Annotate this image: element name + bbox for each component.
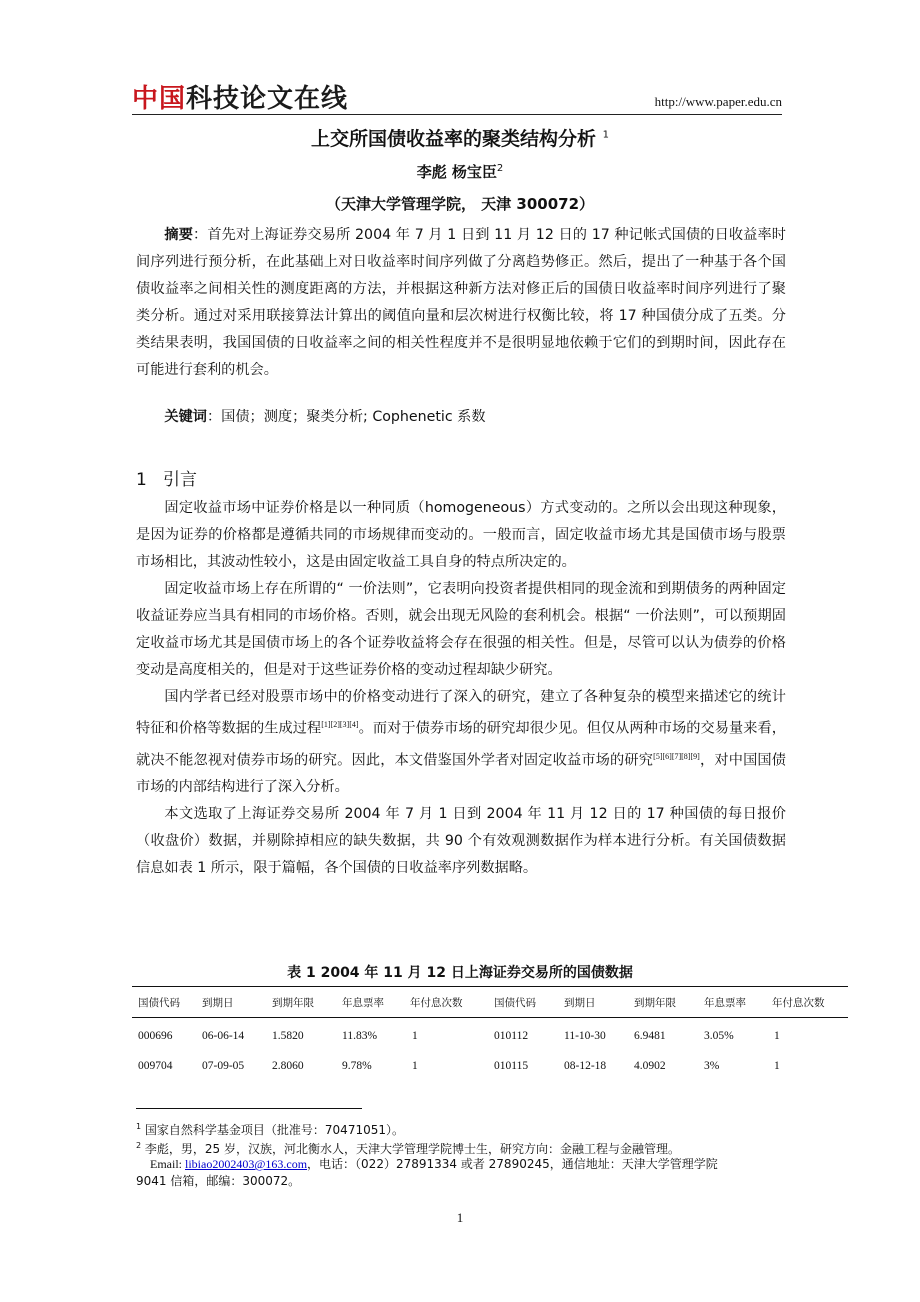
bond-table xyxy=(132,986,848,1082)
footnote-1-text: 国家自然科学基金项目（批准号：70471051）。 xyxy=(141,1123,404,1137)
cell: 4.0902 xyxy=(634,1060,666,1072)
footnote-2-text: 李彪，男，25 岁，汉族，河北衡水人，天津大学管理学院博士生，研究方向：金融工程与金融管理。 xyxy=(141,1142,680,1156)
th-code-2: 国债代码 xyxy=(494,997,536,1009)
section-number: 1 xyxy=(136,470,147,490)
abstract-label: 摘要 xyxy=(164,227,194,243)
th-years-2: 到期年限 xyxy=(634,997,676,1009)
cell: 06-06-14 xyxy=(202,1030,245,1042)
page-header xyxy=(132,78,782,115)
cell: 010115 xyxy=(494,1060,529,1072)
cell: 08-12-18 xyxy=(564,1060,607,1072)
paragraph-3-part-a: 国内学者已经对股票市场中的价格变动进行了深入的研究，建立了各种复杂的模型来描述它的统计特征和价格等数据的生成过程 xyxy=(136,689,786,737)
paragraph-3-part-c: ，对中国国债市场的内部结构进行了深入分析。 xyxy=(136,752,786,796)
abstract-text: ：首先对上海证券交易所 2004 年 7 月 1 日到 11 月 12 日的 17 种记帐式国债的日收益率时间序列进行预分析，在此基础上对日收益率时间序列做了分离趋势修正。然后，提出了一种基于各个国债收益率之间相关性的测度距离的方法，并根据这种新方法对修正后的国债日收益率时间序列进行了聚类分析。通过对采用联接算法计算出的阈值向量和层次树进行权衡比较，将 17 种国债分成了五类。分类结果表明，我国国债的日收益率之间的相关性程度并不是很明显地依赖于它们的到期时间，因此存在可能进行套利的机会。 xyxy=(136,227,786,378)
authors xyxy=(0,161,920,182)
footnote-divider xyxy=(136,1108,362,1109)
paper-title xyxy=(0,124,920,151)
cell: 07-09-05 xyxy=(202,1060,245,1072)
body-text xyxy=(136,495,786,882)
table-header-row xyxy=(132,987,848,1017)
paragraph-4: 本文选取了上海证券交易所 2004 年 7 月 1 日到 2004 年 11 月 12 日的 17 种国债的每日报价（收盘价）数据，并剔除掉相应的缺失数据，共 90 个有效观测数据作为样本进行分析。有关国债数据信息如表 1 所示，限于篇幅，各个国债的日收益率序列数据略。 xyxy=(136,806,786,877)
cell: 1 xyxy=(412,1060,418,1072)
cell: 1 xyxy=(412,1030,418,1042)
th-code-1: 国债代码 xyxy=(138,997,180,1009)
cell: 1 xyxy=(774,1030,780,1042)
header-url[interactable]: http://www.paper.edu.cn xyxy=(654,94,782,109)
author-footnote-mark: 2 xyxy=(496,163,504,174)
keywords xyxy=(136,404,786,431)
cell: 1 xyxy=(774,1060,780,1072)
journal-logo xyxy=(132,78,348,115)
page-number: 1 xyxy=(456,1210,464,1225)
cell: 11.83% xyxy=(342,1030,378,1042)
footnote-1 xyxy=(136,1118,786,1139)
footnote-2-contact xyxy=(136,1156,800,1173)
th-maturity-1: 到期日 xyxy=(202,997,234,1009)
cell: 3% xyxy=(704,1060,720,1072)
th-maturity-2: 到期日 xyxy=(564,997,596,1009)
affiliation: （天津大学管理学院， 天津 300072） xyxy=(325,195,595,213)
cell: 9.78% xyxy=(342,1060,372,1072)
paragraph-3 xyxy=(136,684,786,801)
citation-1-4: [1][2][3][4] xyxy=(321,720,359,729)
paragraph-2: 固定收益市场上存在所谓的“ 一价法则”，它表明向投资者提供相同的现金流和到期债务的两种固定收益证券应当具有相同的市场价格。否则，就会出现无风险的套利机会。根据“ 一价法则”，可以预期固定收益市场尤其是国债市场上的各个证券收益将会存在很强的相关性。但是，尽管可以认为债券的价格变动是高度相关的，但是对于这些证券价格的变动过程却缺少研究。 xyxy=(136,581,786,678)
table-caption: 表 1 2004 年 11 月 12 日上海证券交易所的国债数据 xyxy=(287,965,633,981)
footnote-1-mark: 1 xyxy=(136,1122,142,1131)
cell: 010112 xyxy=(494,1030,529,1042)
footnote-2-address: 9041 信箱，邮编：300072。 xyxy=(136,1174,301,1188)
paragraph-1: 固定收益市场中证券价格是以一种同质（homogeneous）方式变动的。之所以会出现这种现象，是因为证券的价格都是遵循共同的市场规律而变动的。一般而言，固定收益市场尤其是国债市场与股票市场相比，其波动性较小，这是由固定收益工具自身的特点所决定的。 xyxy=(136,500,786,570)
th-coupon-1: 年息票率 xyxy=(342,997,384,1009)
th-freq-2: 年付息次数 xyxy=(772,997,825,1009)
cell: 009704 xyxy=(138,1060,173,1072)
table-row xyxy=(132,1052,848,1082)
table-row xyxy=(132,1022,848,1052)
cell: 1.5820 xyxy=(272,1030,304,1042)
th-coupon-2: 年息票率 xyxy=(704,997,746,1009)
footnote-2 xyxy=(136,1137,786,1158)
logo-black-text: 科技论文在线 xyxy=(186,84,349,114)
cell: 11-10-30 xyxy=(564,1030,606,1042)
logo-red-text: 中国 xyxy=(132,84,187,114)
paper-title-text: 上交所国债收益率的聚类结构分析 xyxy=(310,128,596,150)
th-years-1: 到期年限 xyxy=(272,997,314,1009)
email-label: Email: xyxy=(150,1157,185,1171)
title-footnote-mark: 1 xyxy=(602,129,609,141)
cell: 6.9481 xyxy=(634,1030,666,1042)
keywords-label: 关键词 xyxy=(164,409,207,425)
cell: 3.05% xyxy=(704,1030,734,1042)
authors-text: 李彪 杨宝臣 xyxy=(416,163,497,181)
section-heading xyxy=(136,465,197,490)
cell: 000696 xyxy=(138,1030,173,1042)
th-freq-1: 年付息次数 xyxy=(410,997,463,1009)
citation-5-9: [5][6][7][8][9] xyxy=(653,751,700,761)
contact-text: ，电话：（022）27891334 或者 27890245，通信地址：天津大学管理学院 xyxy=(307,1157,718,1171)
footnote-2-mark: 2 xyxy=(136,1141,142,1150)
paragraph-3-part-b: 。而对于债券市场的研究却很少见。但仅从两种市场的交易量来看，就决不能忽视对债券市场的研究。因此，本文借鉴国外学者对固定收益市场的研究 xyxy=(136,720,786,769)
abstract xyxy=(136,222,786,384)
keywords-text: ：国债；测度；聚类分析; Cophenetic 系数 xyxy=(206,409,486,425)
email-link[interactable]: libiao2002403@163.com xyxy=(185,1157,308,1171)
section-title: 引言 xyxy=(163,470,198,490)
cell: 2.8060 xyxy=(272,1060,304,1072)
